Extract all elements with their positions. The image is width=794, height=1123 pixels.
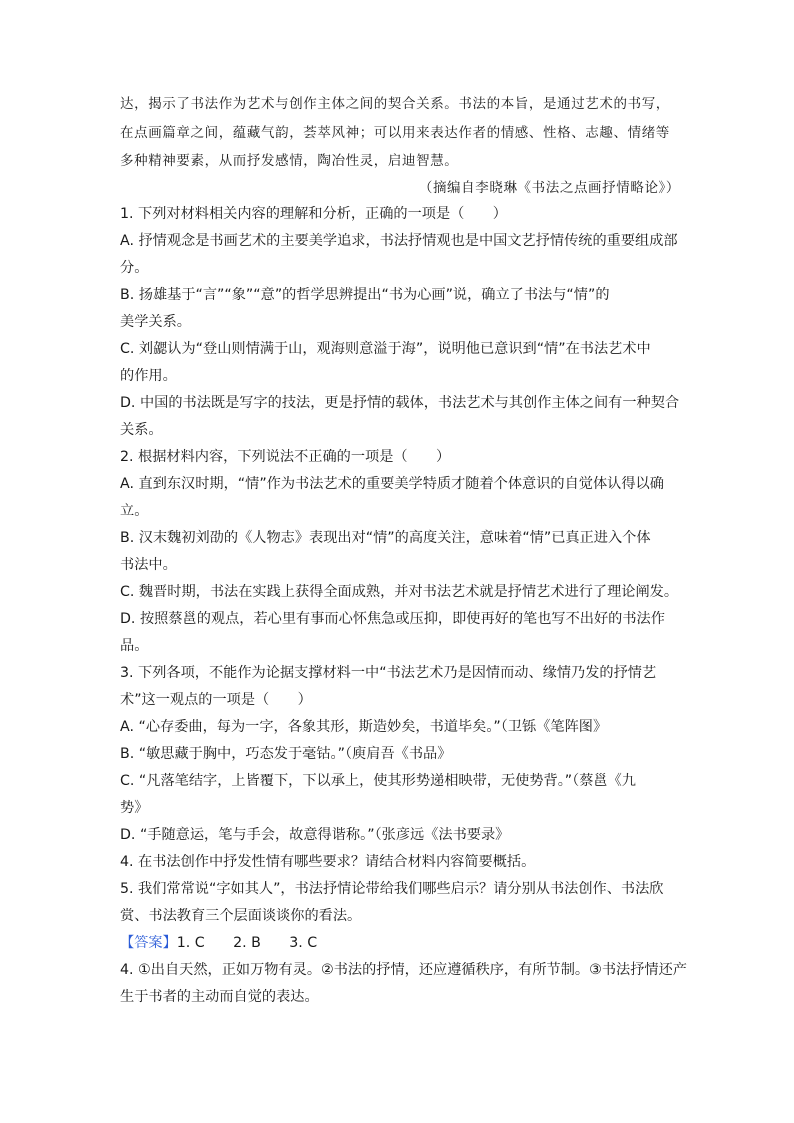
question-line: 的作用。 [120, 368, 177, 384]
excerpt-line: 达，揭示了书法作为艺术与创作主体之间的契合关系。书法的本旨，是通过艺术的书写， [120, 96, 670, 112]
question-line: D. 中国的书法既是写字的技法，更是抒情的载体，书法艺术与其创作主体之间有一种契合 [120, 395, 680, 411]
question-line: 赏、书法教育三个层面谈谈你的看法。 [120, 908, 362, 924]
excerpt-line: 多种精神要素，从而抒发感情，陶冶性灵，启迪智慧。 [120, 153, 459, 169]
question-line: A. 直到东汉时期，“情”作为书法艺术的重要美学特质才随着个体意识的自觉体认得以确 [120, 476, 664, 492]
question-line: B. “敏思藏于胸中，巧态发于毫钴。”（庾肩吾《书品》 [120, 746, 452, 762]
question-line: 立。 [120, 503, 149, 519]
question-line: 分。 [120, 260, 149, 276]
question-line: D. “手随意运，笔与手会，故意得谐称。”（张彦远《法书要录》 [120, 827, 510, 843]
answer-line: 4. ①出自天然，正如万物有灵。②书法的抒情，还应遵循秩序，有所节制。③书法抒情还产 [120, 962, 687, 978]
question-line: 美学关系。 [120, 314, 191, 330]
question-line: C. 刘勰认为“登山则情满于山，观海则意溢于海”，说明他已意识到“情”在书法艺术中 [120, 341, 651, 357]
question-line: 5. 我们常常说“字如其人”，书法抒情论带给我们哪些启示？请分别从书法创作、书法欣 [120, 881, 664, 897]
question-line: 2. 根据材料内容，下列说法不正确的一项是（ ） [120, 449, 451, 465]
question-line: 品。 [120, 638, 149, 654]
question-line: C. 魏晋时期，书法在实践上获得全面成熟，并对书法艺术就是抒情艺术进行了理论阐发。 [120, 584, 679, 600]
question-line: B. 扬雄基于“言”“象”“意”的哲学思辨提出“书为心画”说，确立了书法与“情”的 [120, 287, 610, 303]
question-line: C. “凡落笔结字，上皆覆下，下以承上，使其形势递相映带，无使势背。”（蔡邕《九 [120, 773, 636, 789]
answer-summary [120, 933, 680, 953]
question-line: D. 按照蔡邕的观点，若心里有事而心怀焦急或压抑，即使再好的笔也写不出好的书法作 [120, 611, 665, 627]
question-line: 4. 在书法创作中抒发性情有哪些要求？请结合材料内容简要概括。 [120, 854, 536, 870]
question-line: 书法中。 [120, 557, 177, 573]
excerpt-source: （摘编自李晓琳《书法之点画抒情略论》） [418, 180, 680, 196]
question-line: 术”这一观点的一项是（ ） [120, 692, 312, 708]
question-line: 势》 [120, 800, 149, 816]
question-line: A. “心存委曲，每为一字，各象其形，斯造妙矣，书道毕矣。”（卫铄《笔阵图》 [120, 719, 608, 735]
answer-choices: 1. C 2. B 3. C [176, 935, 318, 951]
question-line: A. 抒情观念是书画艺术的主要美学追求，书法抒情观也是中国文艺抒情传统的重要组成部 [120, 233, 678, 249]
question-line: 关系。 [120, 422, 163, 438]
excerpt-line: 在点画篇章之间，蕴藏气韵，荟萃风神；可以用来表达作者的情感、性格、志趣、情绪等 [120, 125, 670, 141]
question-line: 1. 下列对材料相关内容的理解和分析，正确的一项是（ ） [120, 206, 507, 222]
question-line: B. 汉末魏初刘劭的《人物志》表现出对“情”的高度关注，意味着“情”已真正进入个体 [120, 530, 651, 546]
question-line: 3. 下列各项，不能作为论据支撑材料一中“书法艺术乃是因情而动、缘情乃发的抒情艺 [120, 665, 657, 681]
answer-line: 生于书者的主动而自觉的表达。 [120, 989, 319, 1005]
answer-label: 【答案】 [120, 935, 177, 951]
